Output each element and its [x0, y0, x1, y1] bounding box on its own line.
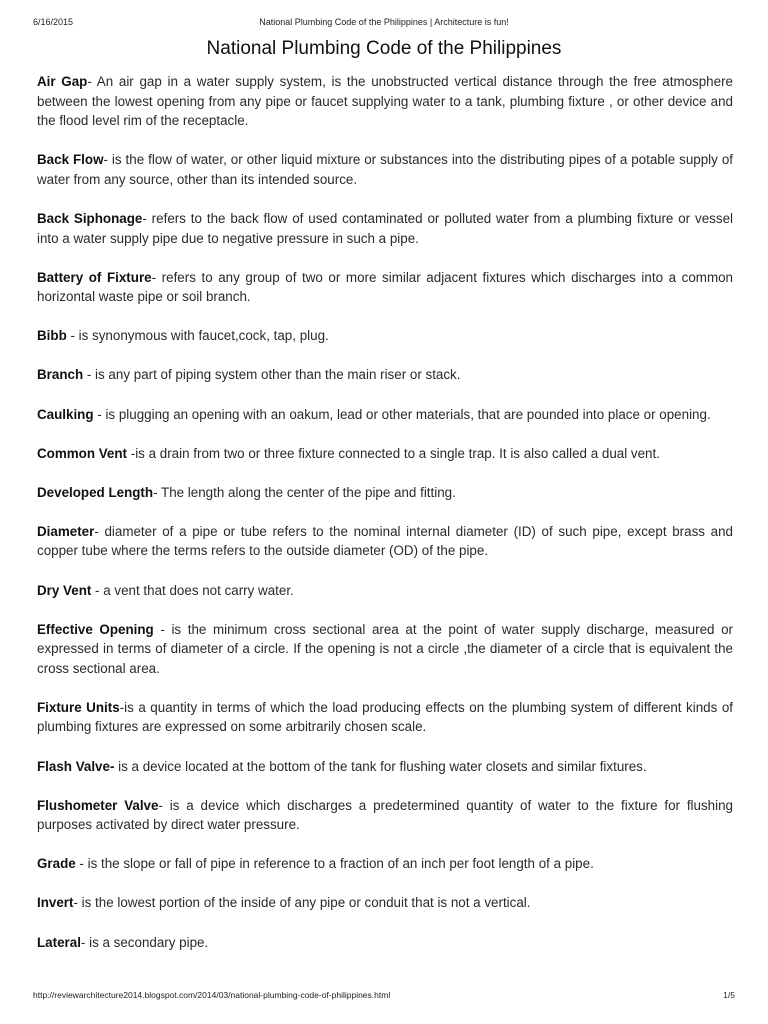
definition-term: Flushometer Valve — [37, 797, 159, 813]
definition-term: Caulking — [37, 406, 94, 422]
definition-entry — [37, 698, 733, 737]
definition-entry — [37, 854, 733, 874]
page-url: http://reviewarchitecture2014.blogspot.com/2014/03/national-plumbing-code-of-philippines.html — [33, 990, 391, 1000]
definition-term: Dry Vent — [37, 582, 92, 598]
definition-entry — [37, 522, 733, 561]
definition-entry — [37, 268, 733, 307]
definition-term: Flash Valve- — [37, 758, 115, 774]
definition-entry — [37, 444, 733, 464]
definition-text: is a device located at the bottom of the tank for flushing water closets and similar fixtures. — [114, 758, 647, 774]
print-date: 6/16/2015 — [33, 17, 74, 27]
definition-term: Air Gap — [37, 74, 88, 89]
definition-term: Effective Opening — [37, 621, 154, 637]
definition-entry — [37, 72, 733, 131]
definition-text: - is the slope or fall of pipe in reference to a fraction of an inch per foot length of a pipe. — [75, 856, 594, 872]
definition-text: - is plugging an opening with an oakum, lead or other materials, that are pounded into place or opening. — [93, 406, 711, 422]
definition-entry — [37, 365, 733, 385]
definition-term: Bibb — [37, 328, 67, 344]
definition-term: Common Vent — [37, 445, 128, 461]
definition-term: Battery of Fixture — [37, 269, 152, 285]
definitions-list — [37, 72, 733, 972]
definition-text: - refers to the back flow of used contaminated or polluted water from a plumbing fixture or vessel into a water supply pipe due to negative pressure in such a pipe. — [37, 210, 733, 246]
definition-term: Lateral — [37, 934, 81, 950]
definition-text: - is the minimum cross sectional area at the point of water supply discharge, measured or expressed in terms of diameter of a circle. If the opening is not a circle ,the diameter of a circle that is equivalent the cross sectional area. — [37, 621, 733, 676]
definition-text: - The length along the center of the pipe and fitting. — [153, 484, 456, 500]
definition-term: Branch — [37, 367, 84, 383]
definition-term: Invert — [37, 895, 74, 911]
definition-entry — [37, 209, 733, 248]
definition-entry — [37, 757, 733, 777]
definition-text: -is a drain from two or three fixture connected to a single trap. It is also called a dual vent. — [127, 445, 660, 461]
definition-text: - is the lowest portion of the inside of any pipe or conduit that is not a vertical. — [73, 895, 531, 911]
definition-term: Fixture Units — [37, 699, 120, 715]
document-title: National Plumbing Code of the Philippines — [206, 38, 562, 59]
definition-term: Back Siphonage — [37, 210, 143, 226]
definition-term: Developed Length — [37, 484, 154, 500]
definition-text: - An air gap in a water supply system, is the unobstructed vertical distance through the free atmosphere between the lowest opening from any pipe or faucet supplying water to a tank, plumbing fixture , or other device and the flood level rim of the receptacle. — [37, 74, 733, 129]
definition-entry — [37, 150, 733, 189]
definition-entry — [37, 796, 733, 835]
definition-text: - is the flow of water, or other liquid mixture or substances into the distributing pipes of a potable supply of water from any source, other than its intended source. — [37, 152, 733, 187]
definition-text: - is a device which discharges a predetermined quantity of water to the fixture for flushing purposes activated by direct water pressure. — [37, 797, 733, 833]
definition-term: Back Flow — [37, 152, 104, 168]
definition-text: - a vent that does not carry water. — [91, 582, 294, 598]
print-header — [33, 17, 735, 29]
definition-text: - diameter of a pipe or tube refers to the nominal internal diameter (ID) of such pipe, except brass and copper tube where the terms refers to the outside diameter (OD) of the pipe. — [37, 523, 733, 559]
definition-text: - is any part of piping system other than the main riser or stack. — [83, 367, 461, 383]
definition-entry — [37, 933, 733, 953]
definition-text: - is a secondary pipe. — [80, 934, 209, 950]
definition-entry — [37, 326, 733, 346]
definition-entry — [37, 581, 733, 601]
definition-entry — [37, 483, 733, 503]
definition-text: - refers to any group of two or more similar adjacent fixtures which discharges into a common horizontal waste pipe or soil branch. — [37, 269, 733, 305]
definition-text: -is a quantity in terms of which the load producing effects on the plumbing system of different kinds of plumbing fixtures are expressed on some arbitrarily chosen scale. — [37, 699, 733, 735]
definition-entry — [37, 620, 733, 679]
definition-text: - is synonymous with faucet,cock, tap, plug. — [66, 328, 329, 344]
definition-term: Grade — [37, 856, 76, 872]
definition-entry — [37, 405, 733, 425]
definition-entry — [37, 893, 733, 913]
print-footer — [33, 990, 735, 1002]
page-number: 1/5 — [723, 990, 735, 1000]
definition-term: Diameter — [37, 523, 95, 539]
print-page-title: National Plumbing Code of the Philippines | Architecture is fun! — [259, 17, 509, 27]
